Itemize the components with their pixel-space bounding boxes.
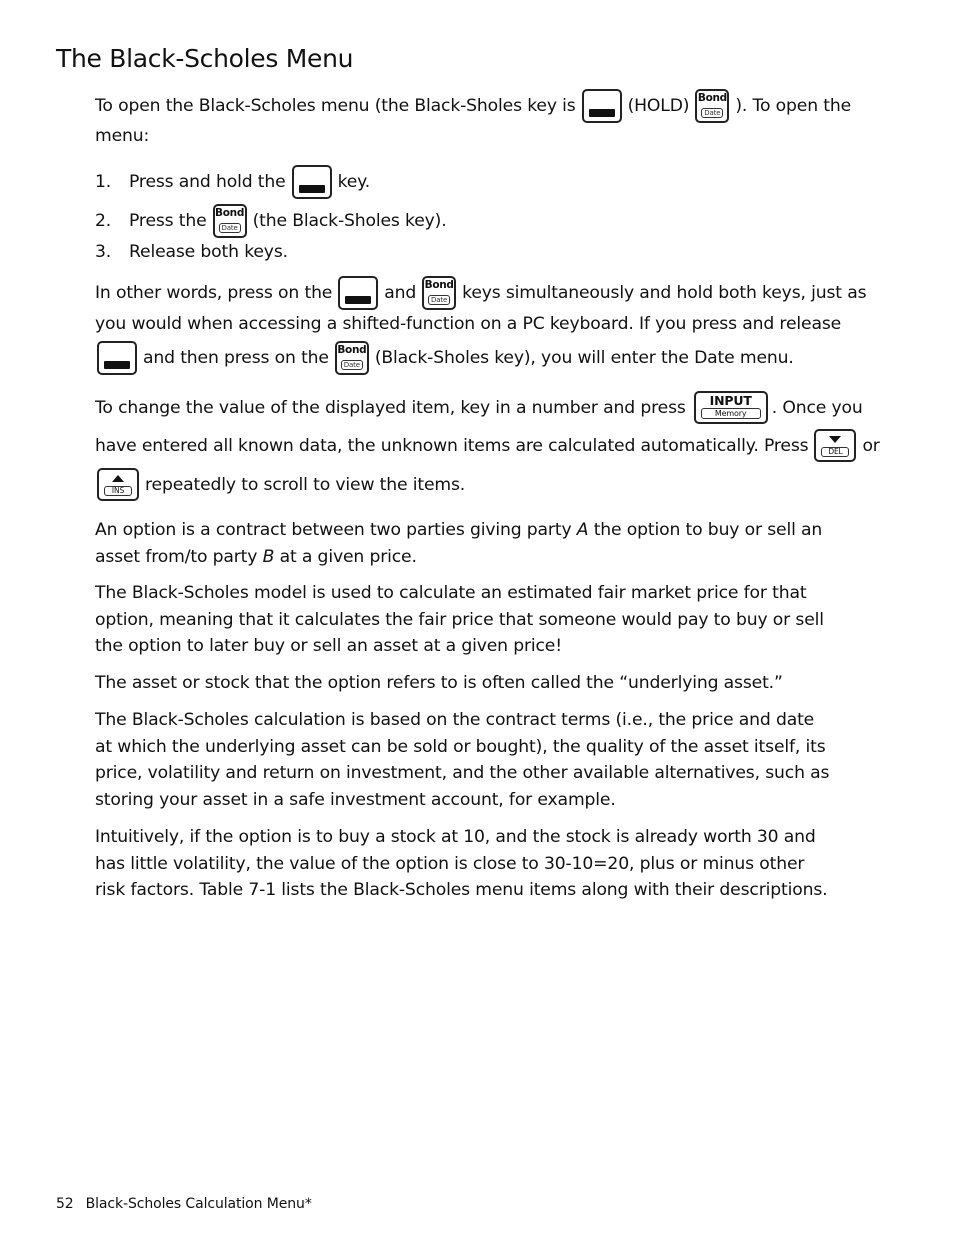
other-words-text: In other words, press on the (95, 283, 333, 303)
step-text: Press the (129, 211, 207, 231)
page-footer (56, 1196, 312, 1212)
page-title: The Black-Scholes Menu (56, 44, 354, 73)
key-top-label: Bond (337, 344, 367, 356)
bond-date-key-icon (695, 89, 729, 123)
key-top-label: Bond (215, 207, 245, 219)
page-number: 52 (56, 1196, 74, 1212)
party-b: B (262, 546, 275, 567)
intro-line-2 (95, 126, 149, 146)
option-paragraph (95, 517, 835, 570)
step-number: 2. (95, 211, 112, 231)
step-1 (95, 165, 370, 199)
option-text: the option to buy or sell an asset from/to party (95, 520, 823, 567)
key-top-label: Bond (424, 279, 454, 291)
shift-key-icon (292, 165, 332, 199)
underlying-asset-paragraph: The asset or stock that the option refers to is often called the “underlying asset.” (95, 673, 783, 693)
bond-date-key-icon (213, 204, 247, 238)
other-words-text: (Black-Sholes key), you will enter the Date menu. (374, 348, 794, 368)
shift-key-icon (338, 276, 378, 310)
model-paragraph: The Black-Scholes model is used to calculate an estimated fair market price for that option, meaning that it calculates the fair price that someone would pay to buy or sell the option to later buy or sell an asset at a given price! (95, 583, 824, 656)
change-value-text: or (862, 435, 880, 456)
step-number: 3. (95, 242, 112, 262)
calculation-basis-paragraph: The Black-Scholes calculation is based on the contract terms (i.e., the price and date at which the underlying asset can be sold or bought), the quality of the asset itself, its price, volatility and return on investment, and the other available alternatives, such as storing your asset in a safe investment account, for example. (95, 710, 830, 810)
change-value-line-3 (97, 468, 465, 501)
other-words-line-1 (95, 276, 866, 310)
change-value-line-1 (95, 391, 863, 424)
change-value-text: To change the value of the displayed item, key in a number and press (95, 397, 686, 418)
intro-text-3: ). To open the (735, 96, 852, 116)
option-text: An option is a contract between two parties giving party (95, 520, 577, 540)
down-arrow-del-key-icon (814, 429, 856, 462)
other-words-line-3 (97, 341, 794, 375)
key-top-label: Bond (697, 92, 727, 104)
intro-text-4: menu: (95, 126, 150, 146)
input-memory-key-icon (694, 391, 768, 424)
key-bottom-label: Date (428, 295, 450, 305)
other-words-text: keys simultaneously and hold both keys, just as (462, 283, 867, 303)
intro-text-1: To open the Black-Scholes menu (the Black-Sholes key is (95, 96, 576, 116)
intuition-paragraph: Intuitively, if the option is to buy a stock at 10, and the stock is already worth 30 and has little volatility, the value of the option is close to 30-10=20, plus or minus other risk factors. Table 7-1 lists the Black-Scholes menu items along with their descriptions. (95, 827, 828, 900)
key-bottom-label: Date (701, 108, 723, 118)
option-text: at a given price. (274, 546, 417, 567)
step-2 (95, 204, 447, 238)
shift-key-icon (582, 89, 622, 123)
bond-date-key-icon (422, 276, 456, 310)
step-number: 1. (95, 172, 112, 192)
footer-section-title: Black-Scholes Calculation Menu* (85, 1196, 312, 1212)
step-text: (the Black-Sholes key). (252, 211, 447, 231)
key-bottom-label: Date (219, 223, 241, 233)
key-bottom-label: Date (341, 360, 363, 370)
other-words-text: you would when accessing a shifted-function on a PC keyboard. If you press and release (95, 314, 842, 334)
step-text: Release both keys. (129, 242, 288, 262)
up-arrow-ins-key-icon (97, 468, 139, 501)
other-words-text: and (384, 283, 417, 303)
step-3 (95, 242, 288, 262)
step-text: Press and hold the (129, 172, 286, 192)
change-value-text: have entered all known data, the unknown items are calculated automatically. Press (95, 435, 809, 456)
step-text: key. (337, 172, 371, 192)
key-bottom-label: DEL (821, 447, 849, 457)
party-a: A (576, 520, 589, 540)
change-value-text: repeatedly to scroll to view the items. (145, 474, 466, 495)
key-bottom-label: Memory (701, 408, 761, 419)
intro-text-2: (HOLD) (627, 96, 690, 116)
intro-line-1 (95, 89, 851, 123)
shift-key-icon (97, 341, 137, 375)
other-words-text: and then press on the (143, 348, 329, 368)
key-top-label: INPUT (709, 393, 752, 408)
other-words-line-2 (95, 314, 841, 334)
change-value-line-2 (95, 429, 880, 462)
key-bottom-label: INS (104, 486, 132, 496)
change-value-text: . Once you (771, 397, 863, 418)
bond-date-key-icon (335, 341, 369, 375)
